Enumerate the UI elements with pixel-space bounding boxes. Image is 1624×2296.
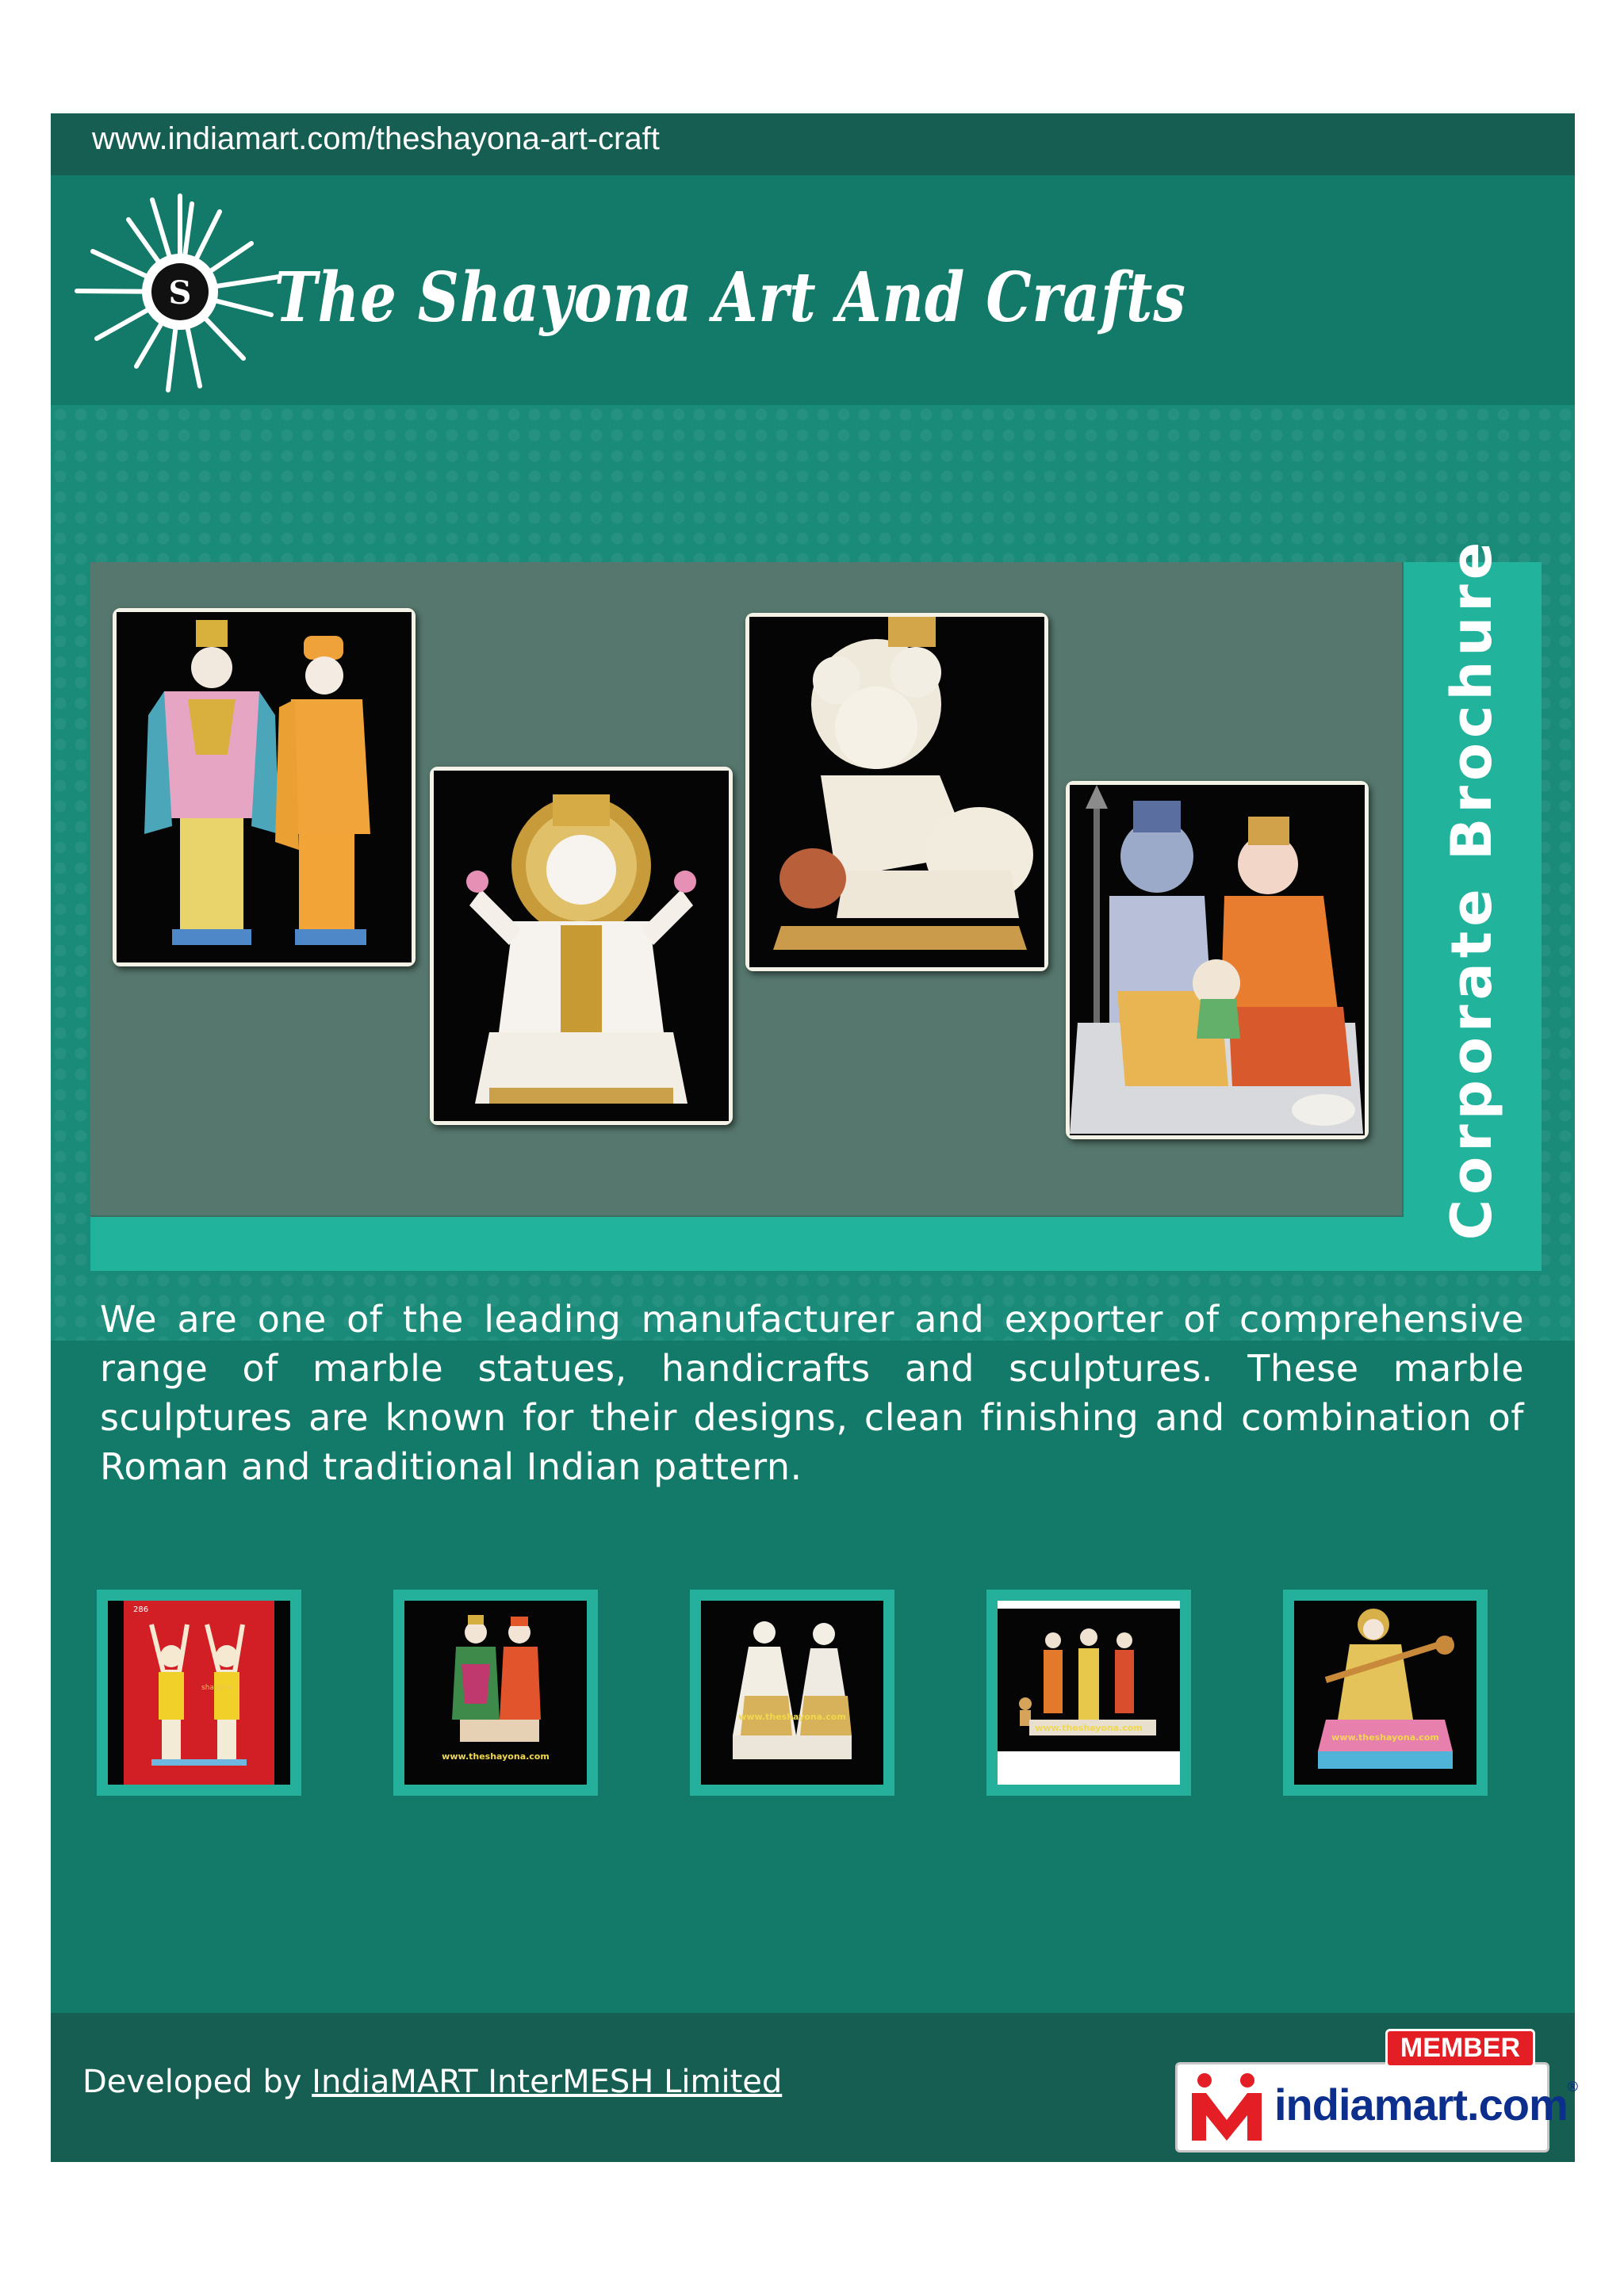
ram-darbar-thumb (986, 1590, 1191, 1796)
svg-text:286: 286 (133, 1605, 149, 1614)
corporate-brochure-label: Corporate Brochure (1439, 537, 1504, 1241)
photo-collage (90, 562, 1404, 1217)
svg-text:www.theshayona.com: www.theshayona.com (442, 1751, 550, 1762)
hero-panel (90, 537, 1542, 1271)
ghanshyam-pair-thumb (393, 1590, 598, 1796)
footer-bar (51, 2013, 1578, 2162)
sun-logo-icon (73, 188, 287, 396)
brochure-page (51, 113, 1578, 2162)
indiamart-wordmark: indiamart.com® (1274, 2079, 1578, 2130)
developed-by (82, 2064, 782, 2100)
svg-text:www.theshayona.com: www.theshayona.com (738, 1712, 846, 1722)
url-bar (51, 113, 1575, 175)
lakshmi-statue-photo (430, 767, 733, 1125)
svg-text:www.theshayona.com: www.theshayona.com (1331, 1732, 1439, 1743)
dancing-pair-thumb (97, 1590, 301, 1796)
company-name: The Shayona Art And Crafts (274, 258, 1186, 338)
radha-krishna-thumb (690, 1590, 894, 1796)
member-label: MEMBER (1385, 2029, 1535, 2068)
bal-krishna-statue-photo (745, 613, 1048, 971)
company-description: We are one of the leading manufacturer and exporter of comprehensive range of marble statues, handicrafts and sculptures. These marble sculptures are known for their designs, clean finishing and combination of Roman and traditional Indian pattern. (100, 1298, 1524, 1488)
logo-letter: S (168, 274, 192, 312)
indiamart-m-icon (1185, 2071, 1268, 2144)
developer-link[interactable]: IndiaMART InterMESH Limited (312, 2064, 783, 2100)
indiamart-logo-box (1175, 2062, 1578, 2152)
developed-by-label: Developed by (82, 2064, 312, 2100)
indiamart-member-badge[interactable] (1175, 2029, 1578, 2151)
saraswati-thumb (1283, 1590, 1488, 1796)
svg-text:www.theshayona.com: www.theshayona.com (1035, 1723, 1143, 1733)
svg-text:shayona: shayona (201, 1684, 232, 1692)
content-band (51, 405, 1575, 1341)
swaminarayan-pair-photo (113, 608, 416, 966)
brand-header (51, 175, 1575, 405)
site-url[interactable]: www.indiamart.com/theshayona-art-craft (92, 121, 660, 156)
shiv-parivar-statue-photo (1066, 781, 1369, 1139)
